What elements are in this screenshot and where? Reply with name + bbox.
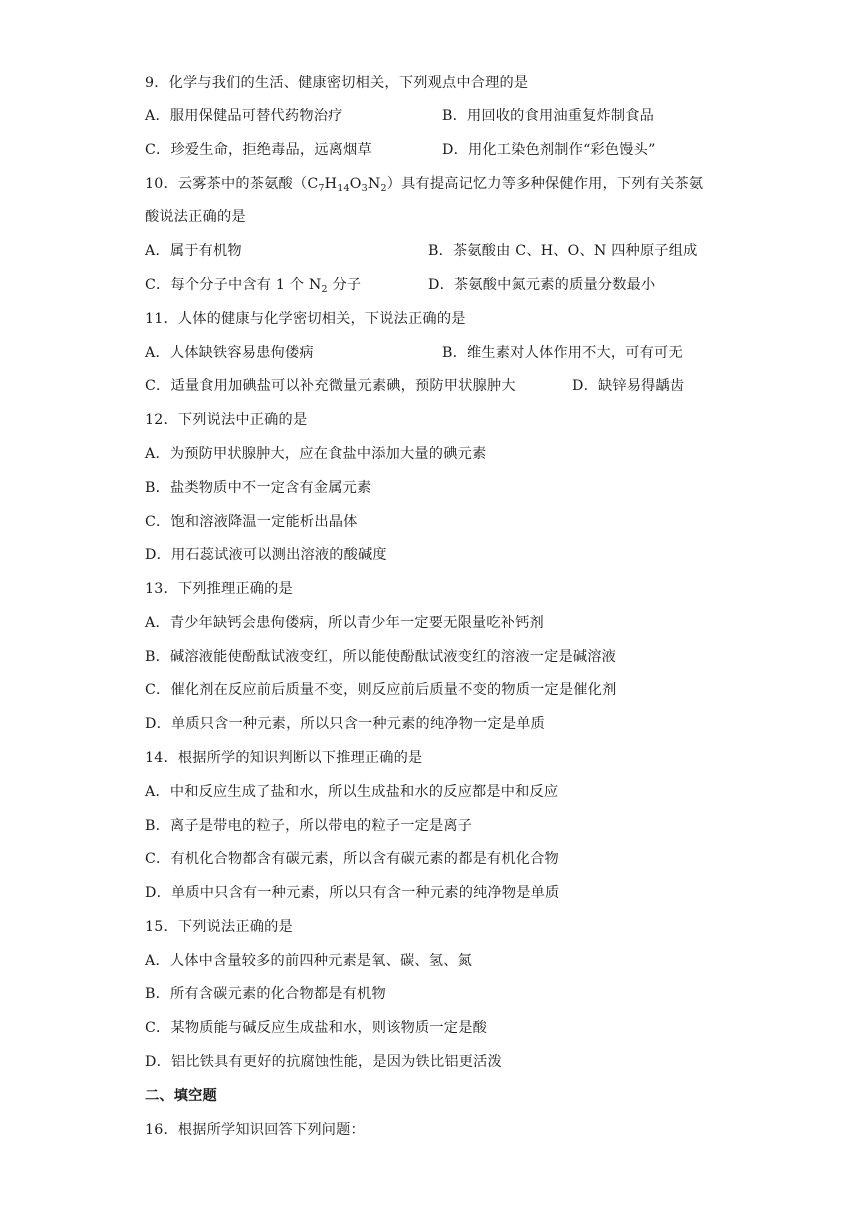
question-12-option-a: A．为预防甲状腺肿大，应在食盐中添加大量的碘元素 [145,446,487,462]
option-d: D．茶氨酸中氮元素的质量分数最小 [428,277,656,293]
question-14-option-a: A．中和反应生成了盐和水，所以生成盐和水的反应都是中和反应 [145,784,559,800]
question-13-stem: 13．下列推理正确的是 [145,581,293,597]
question-13-option-c: C．催化剂在反应前后质量不变，则反应前后质量不变的物质一定是催化剂 [145,682,617,698]
question-13-option-a: A．青少年缺钙会患佝偻病，所以青少年一定要无限量吃补钙剂 [145,615,544,631]
option-b: B．维生素对人体作用不大，可有可无 [442,345,683,361]
question-13-option-b: B．碱溶液能使酚酞试液变红，所以能使酚酞试液变红的溶液一定是碱溶液 [145,649,617,665]
question-10-stem [145,171,703,197]
option-d: D．用化工染色剂制作“彩色馒头” [442,142,656,158]
question-14-option-b: B．离子是带电的粒子，所以带电的粒子一定是离子 [145,818,473,834]
section-heading: 二、填空题 [145,1088,217,1104]
question-12-stem: 12．下列说法中正确的是 [145,412,308,428]
question-15-stem: 15．下列说法正确的是 [145,919,293,935]
question-12-option-d: D．用石蕊试液可以测出溶液的酸碱度 [145,547,387,563]
option-a: A．服用保健品可替代药物治疗 [145,108,343,124]
question-15-option-a: A．人体中含量较多的前四种元素是氧、碳、氢、氮 [145,953,472,969]
option-b: B．用回收的食用油重复炸制食品 [442,108,655,124]
question-11-stem: 11．人体的健康与化学密切相关，下说法正确的是 [145,311,466,327]
question-14-option-d: D．单质中只含有一种元素，所以只有含一种元素的纯净物是单质 [145,885,560,901]
question-14-option-c: C．有机化合物都含有碳元素，所以含有碳元素的都是有机化合物 [145,851,559,867]
option-b: B．茶氨酸由 C、H、O、N 四种原子组成 [428,243,698,259]
question-15-option-b: B．所有含碳元素的化合物都是有机物 [145,986,386,1002]
option-c: C．珍爱生命，拒绝毒品，远离烟草 [145,142,372,158]
option-a: A．人体缺铁容易患佝偻病 [145,345,314,361]
option-c: C．适量食用加碘盐可以补充微量元素碘，预防甲状腺肿大 [145,378,516,394]
question-13-option-d: D．单质只含一种元素，所以只含一种元素的纯净物一定是单质 [145,716,546,732]
option-a: A．属于有机物 [145,243,242,259]
chemical-formula: $C_7H_{14}O_3N_2$ [307,176,387,194]
question-16-stem: 16．根据所学知识回答下列问题： [145,1122,365,1138]
question-12-option-c: C．饱和溶液降温一定能析出晶体 [145,514,358,530]
option-c: C．每个分子中含有 1 个 $N_2$ 分子 [145,277,362,295]
stem-text-after-formula: ）具有提高记忆力等多种保健作用，下列有关茶氨 [386,176,704,192]
question-15-option-c: C．某物质能与碱反应生成盐和水，则该物质一定是酸 [145,1020,487,1036]
question-10-stem-line-2: 酸说法正确的是 [145,209,246,225]
question-15-option-d: D．铝比铁具有更好的抗腐蚀性能，是因为铁比铝更活泼 [145,1054,502,1070]
option-d: D．缺锌易得龋齿 [572,378,685,394]
question-14-stem: 14．根据所学的知识判断以下推理正确的是 [145,750,423,766]
stem-text-before-formula: 10．云雾茶中的茶氨酸（ [145,176,308,192]
question-9-stem: 9．化学与我们的生活、健康密切相关，下列观点中合理的是 [145,75,529,91]
question-12-option-b: B．盐类物质中不一定含有金属元素 [145,480,372,496]
